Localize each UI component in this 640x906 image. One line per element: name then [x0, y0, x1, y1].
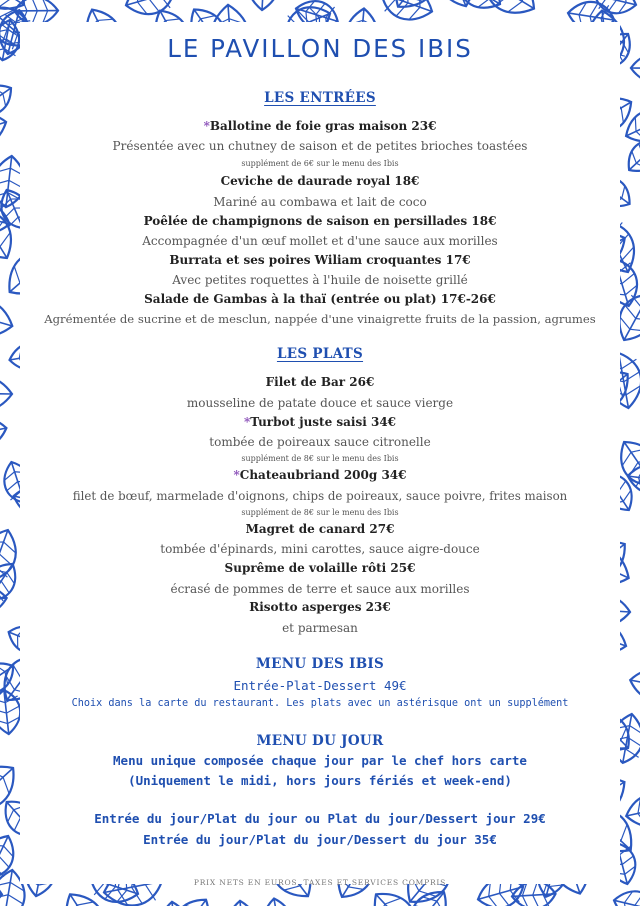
plat-2-desc: tombée de poireaux sauce citronelle — [209, 435, 431, 449]
leaf-icon — [0, 106, 11, 154]
entree-5-desc: Agrémentée de sucrine et de mesclun, nappée d'une vinaigrette fruits de la passion, agrumes — [44, 312, 596, 326]
plat-1-name: Filet de Bar 26€ — [265, 375, 375, 389]
menu-jour-desc: Menu unique composée chaque jour par le chef hors carte — [113, 753, 527, 768]
plat-3-name: *Chateaubriand 200g 34€ — [233, 468, 407, 482]
leaf-icon — [0, 293, 17, 343]
entree-2-desc: Mariné au combawa et lait de coco — [213, 195, 427, 209]
price-footer: PRIX NETS EN EUROS, TAXES ET SERVICES COMPRIS — [193, 878, 447, 887]
menu-jour-conditions: (Uniquement le midi, hors jours fériés et week-end) — [128, 773, 512, 788]
entree-1-note: supplément de 6€ sur le menu des Ibis — [241, 159, 399, 168]
restaurant-title: LE PAVILLON DES IBIS — [167, 34, 473, 63]
entree-2-name: Ceviche de daurade royal 18€ — [220, 174, 420, 188]
plats-heading: LES PLATS — [276, 346, 364, 362]
menu-jour-price-2: Entrée du jour/Plat du jour/Dessert du jour 35€ — [143, 832, 497, 847]
plat-4-desc: tombée d'épinards, mini carottes, sauce aigre-douce — [160, 542, 480, 556]
plat-1-desc: mousseline de patate douce et sauce vierge — [186, 396, 454, 410]
entree-3-name: Poêlée de champignons de saison en persillades 18€ — [143, 214, 497, 228]
leaf-icon — [122, 0, 179, 20]
supplement-star: * — [203, 119, 210, 133]
menu-ibis-price: Entrée-Plat-Dessert 49€ — [233, 678, 407, 693]
entree-3-desc: Accompagnée d'un œuf mollet et d'une sauce aux morilles — [142, 234, 498, 248]
supplement-star: * — [233, 468, 240, 482]
leaf-icon — [247, 0, 281, 11]
leaf-icon — [475, 0, 543, 24]
plat-6-desc: et parmesan — [282, 621, 358, 635]
plat-5-name: Suprême de volaille rôti 25€ — [224, 561, 416, 575]
supplement-star: * — [243, 415, 251, 429]
leaf-icon — [623, 789, 640, 831]
plat-2-name: *Turbot juste saisi 34€ — [243, 415, 397, 429]
entree-4-name: Burrata et ses poires Wiliam croquantes 17€ — [169, 253, 471, 267]
menu-ibis-info: Choix dans la carte du restaurant. Les plats avec un astérisque ont un supplément — [71, 698, 569, 709]
entree-4-desc: Avec petites roquettes à l'huile de noisette grillé — [172, 273, 468, 287]
leaf-icon — [0, 877, 3, 906]
leaf-icon — [0, 376, 12, 411]
entrees-heading: LES ENTRÉES — [264, 90, 376, 106]
plat-5-desc: écrasé de pommes de terre et sauce aux morilles — [170, 582, 470, 596]
entree-1-desc: Présentée avec un chutney de saison et de petites brioches toastées — [112, 139, 528, 153]
leaf-icon — [0, 77, 18, 122]
leaf-icon — [631, 54, 640, 81]
entree-1-name: *Ballotine de foie gras maison 23€ — [203, 119, 437, 133]
leaf-icon — [627, 665, 640, 703]
leaf-icon — [224, 899, 260, 906]
plat-3-desc: filet de bœuf, marmelade d'oignons, chips de poireaux, sauce poivre, frites maison — [72, 489, 568, 503]
menu-jour-heading: MENU DU JOUR — [256, 733, 384, 749]
plat-4-name: Magret de canard 27€ — [245, 522, 395, 536]
menu-sheet — [20, 22, 620, 887]
menu-ibis-heading: MENU DES IBIS — [255, 656, 385, 672]
leaf-icon — [0, 414, 9, 452]
plat-2-note: supplément de 8€ sur le menu des Ibis — [241, 454, 399, 463]
entree-5-name: Salade de Gambas à la thaï (entrée ou plat) 17€-26€ — [144, 292, 496, 306]
plat-3-note: supplément de 8€ sur le menu des Ibis — [241, 508, 399, 517]
leaf-icon — [611, 887, 640, 906]
menu-jour-price-1: Entrée du jour/Plat du jour ou Plat du jour/Dessert jour 29€ — [94, 811, 546, 826]
leaf-icon — [260, 896, 295, 906]
plat-6-name: Risotto asperges 23€ — [249, 600, 391, 614]
